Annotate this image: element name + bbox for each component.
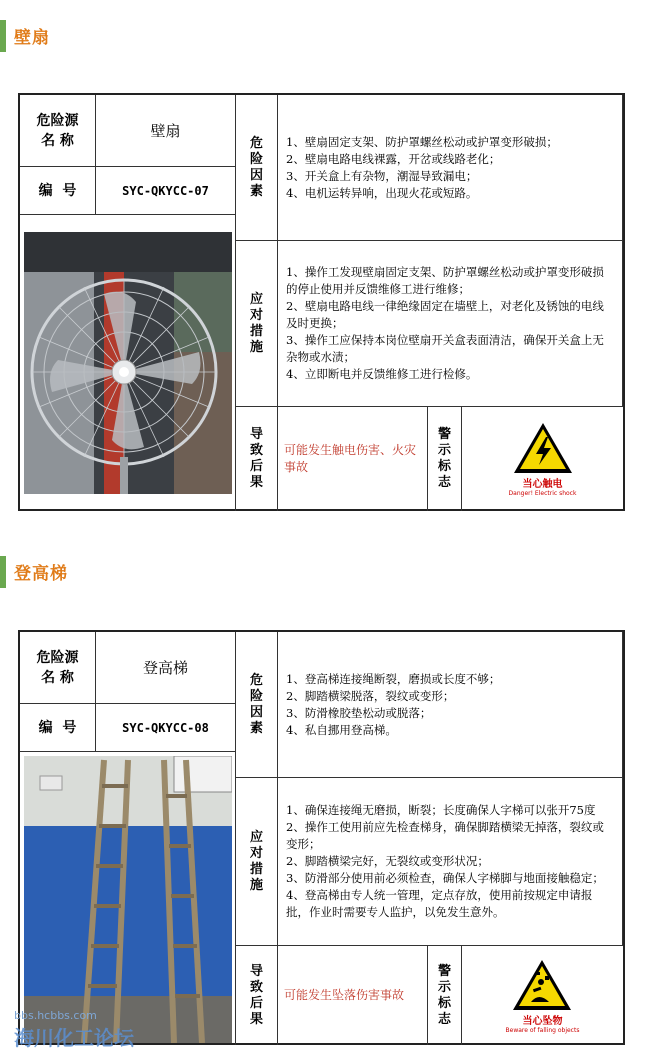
factor-item: 3、防滑橡胶垫松动或脱落；	[286, 705, 432, 720]
sign-caption-en: Beware of falling objects	[505, 1026, 580, 1034]
measures-label: 应 对 措 施	[236, 778, 278, 946]
hazard-source-name: 登高梯	[96, 632, 236, 704]
measure-item: 2、脚踏横梁完好，无裂纹或变形状况；	[286, 854, 489, 868]
falling-objects-warning-icon	[511, 958, 573, 1012]
factors-text	[278, 95, 623, 241]
ladder-illustration	[24, 756, 232, 1043]
sign-caption-en: Danger! Electric shock	[508, 490, 577, 497]
factor-item: 2、脚踏横梁脱落，裂纹或变形；	[286, 688, 455, 703]
forum-watermark	[14, 1009, 134, 1051]
measure-item: 3、操作工应保持本岗位壁扇开关盒表面清洁，确保开关盒上无杂物或水渍；	[286, 333, 604, 364]
watermark-url: bbs.hcbbs.com	[14, 1009, 97, 1022]
section-title-text: 壁扇	[14, 28, 50, 48]
sign-label: 警 示 标 志	[428, 407, 462, 511]
wall-fan-illustration	[24, 232, 232, 494]
hazard-card-wall-fan	[18, 93, 625, 511]
measure-item: 4、立即断电并反馈维修工进行检修。	[286, 367, 478, 381]
section-accent-bar	[0, 556, 6, 588]
measure-item: 3、防滑部分使用前必须检查，确保人字梯脚与地面接触稳定；	[286, 871, 604, 885]
consequence-label: 导 致 后 果	[236, 407, 278, 511]
electric-shock-warning-icon	[512, 421, 574, 475]
consequence-label: 导 致 后 果	[236, 946, 278, 1045]
sign-label: 警 示 标 志	[428, 946, 462, 1045]
hazard-source-label: 危险源 名 称	[20, 632, 96, 704]
section-title-text: 登高梯	[14, 564, 68, 584]
warning-sign	[462, 946, 623, 1045]
ladder-photo	[24, 756, 232, 1043]
watermark-name: 海川化工论坛	[14, 1026, 134, 1050]
sign-caption: 当心触电	[522, 479, 563, 490]
measure-item: 1、确保连接绳无磨损，断裂；长度确保人字梯可以张开75度2、操作工使用前应先检查梯身，确保脚踏横梁无掉落，裂纹或变形；	[286, 803, 604, 851]
number-value: SYC-QKYCC-07	[96, 167, 236, 215]
section-title-ladder	[0, 556, 200, 588]
factor-item: 4、电机运转异响，出现火花或短路。	[286, 185, 478, 200]
hazard-source-name: 壁扇	[96, 95, 236, 167]
wall-fan-photo	[24, 232, 232, 494]
factor-item: 2、壁扇电路电线裸露，开岔或线路老化；	[286, 151, 501, 166]
factors-label: 危 险 因 素	[236, 632, 278, 778]
measures-text	[278, 778, 623, 946]
sign-caption: 当心坠物	[522, 1015, 563, 1027]
consequence-text: 可能发生坠落伤害事故	[278, 946, 428, 1045]
number-label: 编 号	[20, 167, 96, 215]
factor-item: 3、开关盒上有杂物，潮湿导致漏电；	[286, 168, 478, 183]
warning-sign	[462, 407, 623, 511]
measures-label: 应 对 措 施	[236, 241, 278, 407]
factor-item: 4、私自挪用登高梯。	[286, 722, 397, 737]
hazard-source-label: 危险源 名 称	[20, 95, 96, 167]
factors-text	[278, 632, 623, 778]
measure-item: 2、壁扇电路电线一律绝缘固定在墙壁上，对老化及锈蚀的电线及时更换；	[286, 299, 604, 330]
factor-item: 1、壁扇固定支架、防护罩螺丝松动或护罩变形破损；	[286, 134, 558, 149]
factors-label: 危 险 因 素	[236, 95, 278, 241]
number-value: SYC-QKYCC-08	[96, 704, 236, 752]
number-label: 编 号	[20, 704, 96, 752]
measure-item: 4、登高梯由专人统一管理，定点存放，使用前按规定申请报批，作业时需要专人监护，以免发生意外。	[286, 888, 593, 919]
section-title-wall-fan	[0, 20, 200, 52]
hazard-card-ladder	[18, 630, 625, 1045]
consequence-text: 可能发生触电伤害、火灾事故	[278, 407, 428, 511]
section-accent-bar	[0, 20, 6, 52]
factor-item: 1、登高梯连接绳断裂，磨损或长度不够；	[286, 671, 501, 686]
measure-item: 1、操作工发现壁扇固定支架、防护罩螺丝松动或护罩变形破损的停止使用并反馈维修工进行维修；	[286, 265, 604, 296]
measures-text	[278, 241, 623, 407]
